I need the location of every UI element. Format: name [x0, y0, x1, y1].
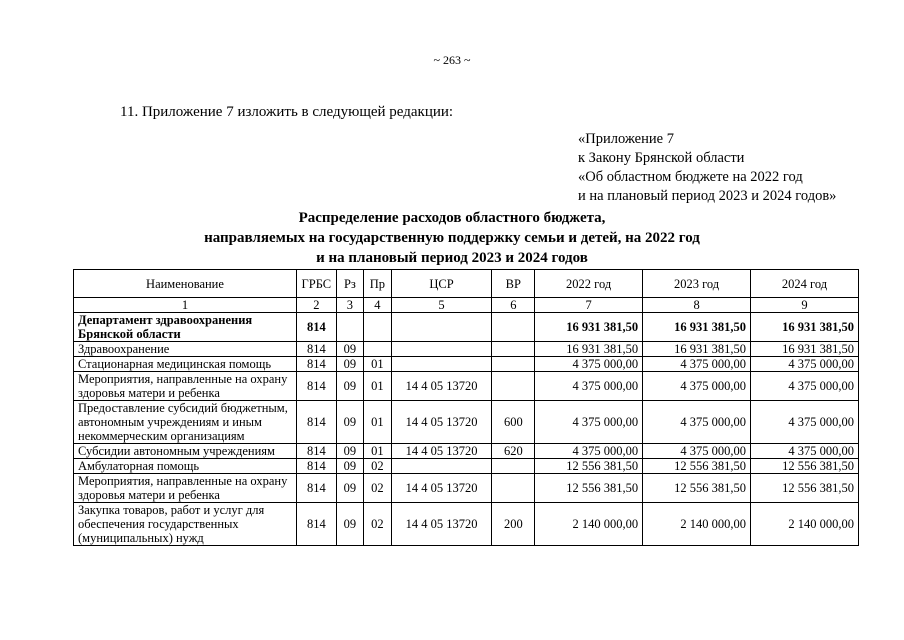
column-number: 8 [643, 298, 751, 313]
column-number: 1 [74, 298, 297, 313]
rz-cell [336, 313, 363, 342]
appendix-header [578, 130, 836, 206]
amount-2022: 4 375 000,00 [535, 444, 643, 459]
row-name: Стационарная медицинская помощь [74, 357, 297, 372]
title-line: Распределение расходов областного бюджета, [298, 210, 606, 226]
title-line: и на плановый период 2023 и 2024 годов [316, 250, 588, 266]
vr-cell [492, 459, 535, 474]
grbs-cell: 814 [296, 459, 336, 474]
amount-2023: 4 375 000,00 [643, 357, 751, 372]
header-cell: Наименование [74, 270, 297, 298]
column-number: 2 [296, 298, 336, 313]
amount-2024: 4 375 000,00 [751, 401, 859, 444]
pr-cell: 01 [364, 372, 391, 401]
csr-cell: 14 4 05 13720 [391, 503, 492, 546]
rz-cell: 09 [336, 357, 363, 372]
pr-cell: 02 [364, 503, 391, 546]
grbs-cell: 814 [296, 357, 336, 372]
table-row [74, 401, 859, 444]
title-line: направляемых на государственную поддержку семьи и детей, на 2022 год [204, 230, 700, 246]
column-number: 9 [751, 298, 859, 313]
header-cell: 2023 год [643, 270, 751, 298]
appendix-line: «Приложение 7 [578, 131, 674, 147]
amount-2023: 4 375 000,00 [643, 372, 751, 401]
header-cell: Пр [364, 270, 391, 298]
vr-cell [492, 372, 535, 401]
vr-cell [492, 474, 535, 503]
appendix-line: к Закону Брянской области [578, 150, 745, 166]
pr-cell [364, 313, 391, 342]
row-name: Субсидии автономным учреждениям [74, 444, 297, 459]
appendix-line: и на плановый период 2023 и 2024 годов» [578, 188, 837, 204]
csr-cell: 14 4 05 13720 [391, 372, 492, 401]
row-name: Мероприятия, направленные на охрану здоровья матери и ребенка [74, 474, 297, 503]
csr-cell [391, 459, 492, 474]
page-number: ~ 263 ~ [433, 53, 471, 67]
amount-2024: 4 375 000,00 [751, 372, 859, 401]
header-cell: ВР [492, 270, 535, 298]
column-number: 4 [364, 298, 391, 313]
vr-cell: 200 [492, 503, 535, 546]
amount-2022: 4 375 000,00 [535, 372, 643, 401]
amount-2022: 4 375 000,00 [535, 401, 643, 444]
amount-2023: 2 140 000,00 [643, 503, 751, 546]
amount-2024: 4 375 000,00 [751, 444, 859, 459]
vr-cell [492, 342, 535, 357]
csr-cell: 14 4 05 13720 [391, 401, 492, 444]
pr-cell: 01 [364, 357, 391, 372]
amount-2022: 2 140 000,00 [535, 503, 643, 546]
table-row [74, 357, 859, 372]
column-number: 6 [492, 298, 535, 313]
vr-cell [492, 313, 535, 342]
row-name: Амбулаторная помощь [74, 459, 297, 474]
intro-paragraph: 11. Приложение 7 изложить в следующей редакции: [120, 104, 454, 120]
row-name: Закупка товаров, работ и услуг для обеспечения государственных (муниципальных) нужд [74, 503, 297, 546]
grbs-cell: 814 [296, 444, 336, 459]
vr-cell: 620 [492, 444, 535, 459]
amount-2024: 4 375 000,00 [751, 357, 859, 372]
grbs-cell: 814 [296, 503, 336, 546]
amount-2022: 12 556 381,50 [535, 474, 643, 503]
table-row [74, 313, 859, 342]
budget-table [73, 269, 859, 546]
column-number: 3 [336, 298, 363, 313]
rz-cell: 09 [336, 342, 363, 357]
header-cell: 2022 год [535, 270, 643, 298]
header-cell: 2024 год [751, 270, 859, 298]
row-name: Мероприятия, направленные на охрану здоровья матери и ребенка [74, 372, 297, 401]
amount-2024: 12 556 381,50 [751, 474, 859, 503]
rz-cell: 09 [336, 444, 363, 459]
appendix-line: «Об областном бюджете на 2022 год [578, 169, 803, 185]
amount-2022: 16 931 381,50 [535, 313, 643, 342]
csr-cell [391, 313, 492, 342]
amount-2023: 16 931 381,50 [643, 313, 751, 342]
pr-cell: 01 [364, 444, 391, 459]
amount-2022: 4 375 000,00 [535, 357, 643, 372]
rz-cell: 09 [336, 503, 363, 546]
table-row [74, 503, 859, 546]
header-cell: ЦСР [391, 270, 492, 298]
table-row [74, 444, 859, 459]
table-header-row [74, 270, 859, 298]
amount-2024: 12 556 381,50 [751, 459, 859, 474]
rz-cell: 09 [336, 474, 363, 503]
csr-cell [391, 342, 492, 357]
table-row [74, 474, 859, 503]
amount-2022: 16 931 381,50 [535, 342, 643, 357]
csr-cell [391, 357, 492, 372]
table-row [74, 372, 859, 401]
row-name: Здравоохранение [74, 342, 297, 357]
rz-cell: 09 [336, 372, 363, 401]
amount-2024: 2 140 000,00 [751, 503, 859, 546]
rz-cell: 09 [336, 401, 363, 444]
pr-cell: 02 [364, 459, 391, 474]
row-name: Предоставление субсидий бюджетным, автономным учреждениям и иным некоммерческим организациям [74, 401, 297, 444]
header-cell: Рз [336, 270, 363, 298]
grbs-cell: 814 [296, 372, 336, 401]
amount-2023: 12 556 381,50 [643, 474, 751, 503]
table-row [74, 459, 859, 474]
header-cell: ГРБС [296, 270, 336, 298]
amount-2022: 12 556 381,50 [535, 459, 643, 474]
csr-cell: 14 4 05 13720 [391, 474, 492, 503]
column-number: 7 [535, 298, 643, 313]
pr-cell: 02 [364, 474, 391, 503]
grbs-cell: 814 [296, 313, 336, 342]
vr-cell: 600 [492, 401, 535, 444]
row-name: Департамент здравоохранения Брянской области [74, 313, 297, 342]
column-number: 5 [391, 298, 492, 313]
amount-2023: 4 375 000,00 [643, 444, 751, 459]
pr-cell: 01 [364, 401, 391, 444]
document-title [0, 208, 904, 268]
amount-2024: 16 931 381,50 [751, 342, 859, 357]
amount-2023: 4 375 000,00 [643, 401, 751, 444]
amount-2024: 16 931 381,50 [751, 313, 859, 342]
pr-cell [364, 342, 391, 357]
table-row [74, 342, 859, 357]
amount-2023: 16 931 381,50 [643, 342, 751, 357]
column-number-row [74, 298, 859, 313]
grbs-cell: 814 [296, 401, 336, 444]
grbs-cell: 814 [296, 342, 336, 357]
amount-2023: 12 556 381,50 [643, 459, 751, 474]
vr-cell [492, 357, 535, 372]
grbs-cell: 814 [296, 474, 336, 503]
rz-cell: 09 [336, 459, 363, 474]
csr-cell: 14 4 05 13720 [391, 444, 492, 459]
